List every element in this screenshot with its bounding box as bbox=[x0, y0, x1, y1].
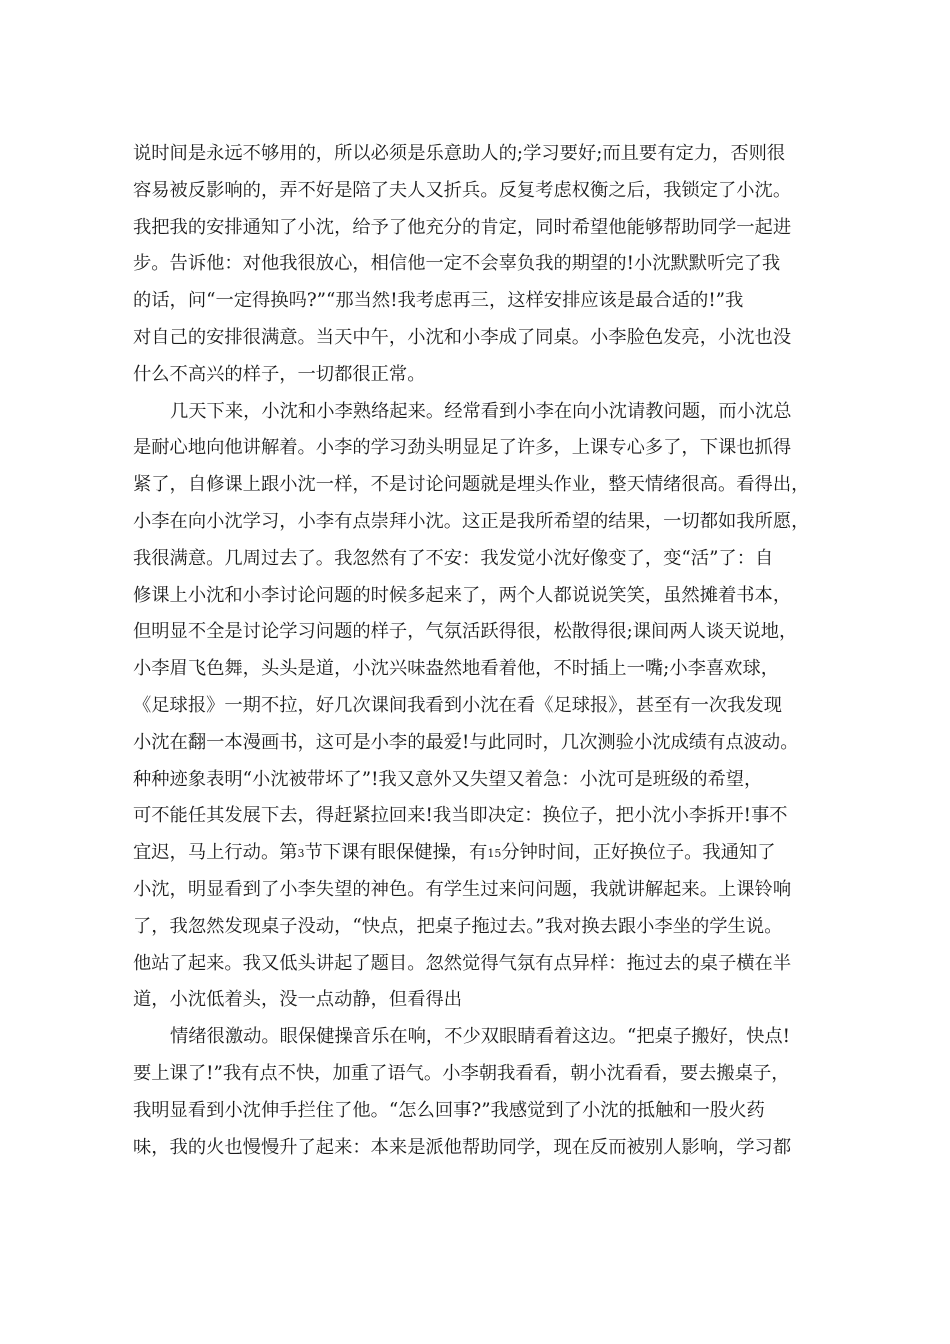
text-line: 修课上小沈和小李讨论问题的时候多起来了，两个人都说说笑笑，虽然摊着书本， bbox=[133, 584, 792, 606]
text-line: 紧了，自修课上跟小沈一样，不是讨论问题就是埋头作业，整天情绪很高。看得出， bbox=[133, 474, 810, 496]
text-line: 说时间是永远不够用的，所以必须是乐意助人的;学习要好;而且要有定力，否则很 bbox=[133, 143, 786, 164]
paragraph-start-line: 情绪很激动。眼保健操音乐在响，不少双眼睛看着这边。“把桌子搬好，快点! bbox=[170, 1026, 790, 1048]
text-line: 我把我的安排通知了小沈，给予了他充分的肯定，同时希望他能够帮助同学一起进 bbox=[133, 216, 792, 238]
text-segment: 节下课有眼保健操，有 bbox=[304, 842, 488, 864]
text-line: 步。告诉他：对他我很放心，相信他一定不会辜负我的期望的!小沈默默听完了我 bbox=[133, 253, 781, 275]
text-line: 什么不高兴的样子，一切都很正常。 bbox=[133, 363, 426, 385]
text-line: 小沈在翻一本漫画书，这可是小李的最爱!与此同时，几次测验小沈成绩有点波动。 bbox=[133, 731, 799, 753]
period-number: 3 bbox=[297, 847, 305, 861]
text-line: 小李眉飞色舞，头头是道，小沈兴味盎然地看着他，不时插上一嘴;小李喜欢球， bbox=[133, 658, 780, 680]
text-line: 道，小沈低着头，没一点动静，但看得出 bbox=[133, 989, 463, 1011]
text-line: 可不能任其发展下去，得赶紧拉回来!我当即决定：换位子，把小沈小李拆开!事不 bbox=[133, 805, 788, 827]
text-segment: 分钟时间，正好换位子。我通知了 bbox=[501, 842, 776, 864]
text-line: 味，我的火也慢慢升了起来：本来是派他帮助同学，现在反而被别人影响，学习都 bbox=[133, 1136, 792, 1158]
text-line: 小沈，明显看到了小李失望的神色。有学生过来问问题，我就讲解起来。上课铃响 bbox=[133, 878, 792, 900]
text-line: 要上课了!”我有点不快，加重了语气。小李朝我看看，朝小沈看看，要去搬桌子， bbox=[133, 1062, 790, 1084]
text-line bbox=[133, 835, 833, 872]
text-line: 的话，问“一定得换吗?”“那当然!我考虑再三，这样安排应该是最合适的!”我 bbox=[133, 290, 744, 312]
body-text bbox=[133, 136, 833, 1166]
text-line: 对自己的安排很满意。当天中午，小沈和小李成了同桌。小李脸色发亮，小沈也没 bbox=[133, 326, 792, 348]
minutes-number: 15 bbox=[487, 847, 502, 861]
text-line: 种种迹象表明“小沈被带坏了”!我又意外又失望又着急：小沈可是班级的希望， bbox=[133, 768, 763, 790]
text-line: 他站了起来。我又低头讲起了题目。忽然觉得气氛有点异样：拖过去的桌子横在半 bbox=[133, 952, 792, 974]
text-line: 我明显看到小沈伸手拦住了他。“怎么回事?”我感觉到了小沈的抵触和一股火药 bbox=[133, 1099, 765, 1121]
text-line: 是耐心地向他讲解着。小李的学习劲头明显足了许多，上课专心多了，下课也抓得 bbox=[133, 437, 792, 459]
text-line: 我很满意。几周过去了。我忽然有了不安：我发觉小沈好像变了，变“活”了：自 bbox=[133, 547, 774, 569]
text-segment: 宜迟，马上行动。第 bbox=[133, 842, 298, 864]
text-line: 《足球报》一期不拉，好几次课间我看到小沈在看《足球报》，甚至有一次我发现 bbox=[133, 694, 782, 716]
text-line: 容易被反影响的，弄不好是陪了夫人又折兵。反复考虑权衡之后，我锁定了小沈。 bbox=[133, 179, 792, 201]
text-line: 了，我忽然发现桌子没动，“快点，把桌子拖过去。”我对换去跟小李坐的学生说。 bbox=[133, 915, 783, 937]
text-line: 但明显不全是讨论学习问题的样子，气氛活跃得很，松散得很;课间两人谈天说地， bbox=[133, 621, 798, 643]
paragraph-start-line: 几天下来，小沈和小李熟络起来。经常看到小李在向小沈请教问题，而小沈总 bbox=[170, 400, 792, 422]
text-line: 小李在向小沈学习，小李有点崇拜小沈。这正是我所希望的结果，一切都如我所愿， bbox=[133, 510, 810, 532]
